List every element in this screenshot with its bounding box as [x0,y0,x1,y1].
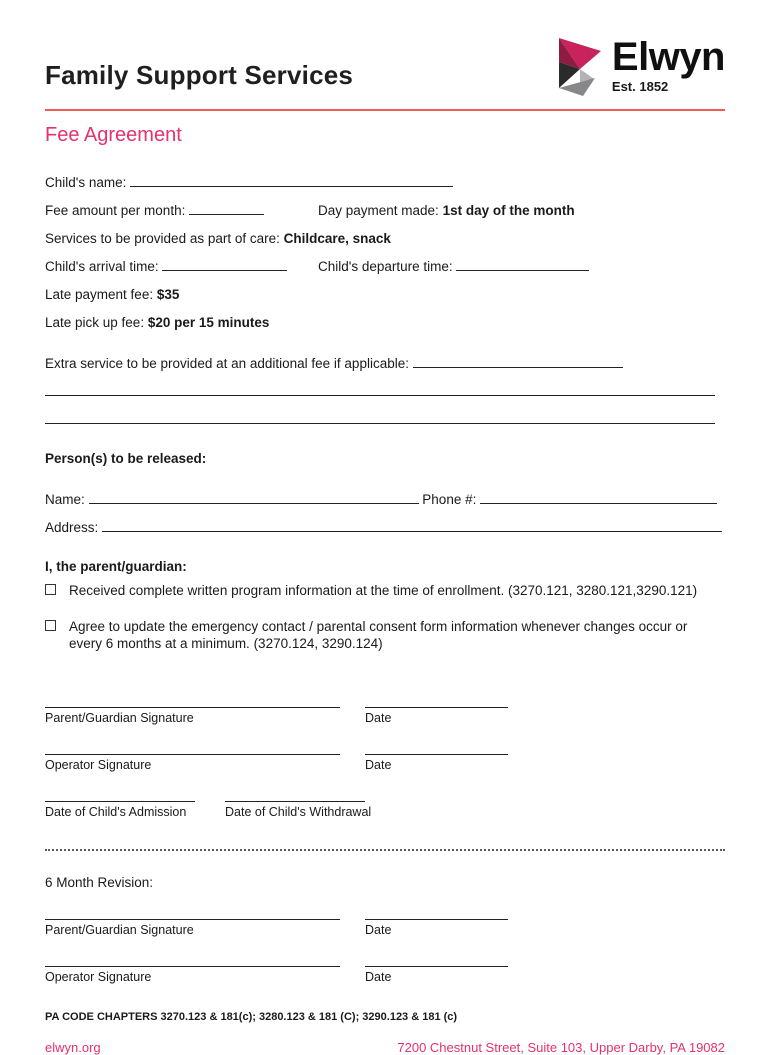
revision-operator-signature-line[interactable] [45,957,340,967]
times-row [45,259,725,274]
services-value: Childcare, snack [283,231,391,246]
late-payment-row [45,287,725,302]
acknowledgement-text-1: Received complete written program information at the time of enrollment. (3270.121, 3280.121,3290.121) [69,583,698,598]
operator-signature-date-line[interactable] [365,745,508,755]
extra-service-line-2 [45,384,725,399]
operator-signature-row [45,745,725,772]
revision-parent-date-line[interactable] [365,910,508,920]
late-pickup-row [45,315,725,330]
revision-divider [45,849,725,851]
release-phone-label: Phone #: [422,492,477,507]
extra-service-field[interactable] [413,357,623,368]
operator-signature-line[interactable] [45,745,340,755]
departure-time-field[interactable] [456,260,589,271]
revision-operator-date-line[interactable] [365,957,508,967]
revision-operator-signature-label: Operator Signature [45,970,152,984]
revision-parent-signature-row [45,910,725,937]
document-footer [45,1040,725,1055]
departure-time-label: Child's departure time: [318,259,453,274]
childs-name-row [45,175,725,190]
revision-parent-signature-label: Parent/Guardian Signature [45,923,194,937]
fee-amount-label: Fee amount per month: [45,203,186,218]
acknowledgement-item-2 [45,618,725,652]
childs-name-field[interactable] [130,176,453,187]
late-pickup-value: $20 per 15 minutes [147,315,270,330]
page-title: Family Support Services [45,60,354,90]
late-pickup-label: Late pick up fee: [45,315,145,330]
revision-heading: 6 Month Revision: [45,875,154,890]
release-name-label: Name: [45,492,85,507]
release-name-row [45,492,725,507]
checkbox-emergency-contact[interactable] [45,620,56,631]
org-address: 7200 Chestnut Street, Suite 103, Upper Darby, PA 19082 [397,1040,725,1055]
services-row [45,231,725,246]
brand-tagline: Est. 1852 [611,79,669,94]
admission-date-line[interactable] [45,792,195,802]
brand-name: Elwyn [611,35,725,79]
fee-amount-field[interactable] [189,204,264,215]
parent-signature-date-line[interactable] [365,698,508,708]
date-label: Date [365,970,392,984]
late-payment-label: Late payment fee: [45,287,154,302]
admission-date-label: Date of Child's Admission [45,805,187,819]
admission-withdrawal-row [45,792,725,819]
elwyn-logo [556,35,725,96]
release-address-field[interactable] [102,521,722,532]
parent-guardian-heading: I, the parent/guardian: [45,559,187,574]
pa-code-note: PA CODE CHAPTERS 3270.123 & 181(c); 3280.123 & 181 (C); 3290.123 & 181 (c) [45,1011,458,1023]
fee-day-row [45,203,725,218]
checkbox-program-info[interactable] [45,584,56,595]
extra-service-field-line-3[interactable] [45,413,715,424]
day-payment-label: Day payment made: [318,203,439,218]
acknowledgement-item-1 [45,582,725,599]
elwyn-logo-icon [556,38,601,96]
extra-service-line-3 [45,412,725,427]
date-label: Date [365,758,392,772]
logo-text [611,35,725,94]
extra-service-row [45,356,725,371]
withdrawal-date-line[interactable] [225,792,365,802]
parent-signature-label: Parent/Guardian Signature [45,711,194,725]
day-payment-value: 1st day of the month [442,203,575,218]
arrival-time-label: Child's arrival time: [45,259,159,274]
revision-operator-signature-row [45,957,725,984]
release-name-field[interactable] [89,493,419,504]
revision-parent-signature-line[interactable] [45,910,340,920]
parent-signature-line[interactable] [45,698,340,708]
extra-service-label: Extra service to be provided at an additional fee if applicable: [45,356,409,371]
release-heading: Person(s) to be released: [45,451,207,466]
date-label: Date [365,711,392,725]
extra-service-field-line-2[interactable] [45,385,715,396]
release-address-row [45,520,725,535]
website-link[interactable]: elwyn.org [45,1040,101,1055]
withdrawal-date-label: Date of Child's Withdrawal [225,805,372,819]
header-divider [45,109,725,111]
arrival-time-field[interactable] [162,260,287,271]
fee-agreement-heading: Fee Agreement [45,124,182,146]
childs-name-label: Child's name: [45,175,127,190]
parent-signature-row [45,698,725,725]
operator-signature-label: Operator Signature [45,758,152,772]
document-header [45,0,725,96]
late-payment-value: $35 [156,287,180,302]
services-label: Services to be provided as part of care: [45,231,280,246]
date-label: Date [365,923,392,937]
acknowledgement-text-2: Agree to update the emergency contact / parental consent form information whenever changes occur or every 6 months at a minimum. (3270.124, 3290.124) [69,619,688,651]
release-address-label: Address: [45,520,99,535]
release-phone-field[interactable] [480,493,717,504]
